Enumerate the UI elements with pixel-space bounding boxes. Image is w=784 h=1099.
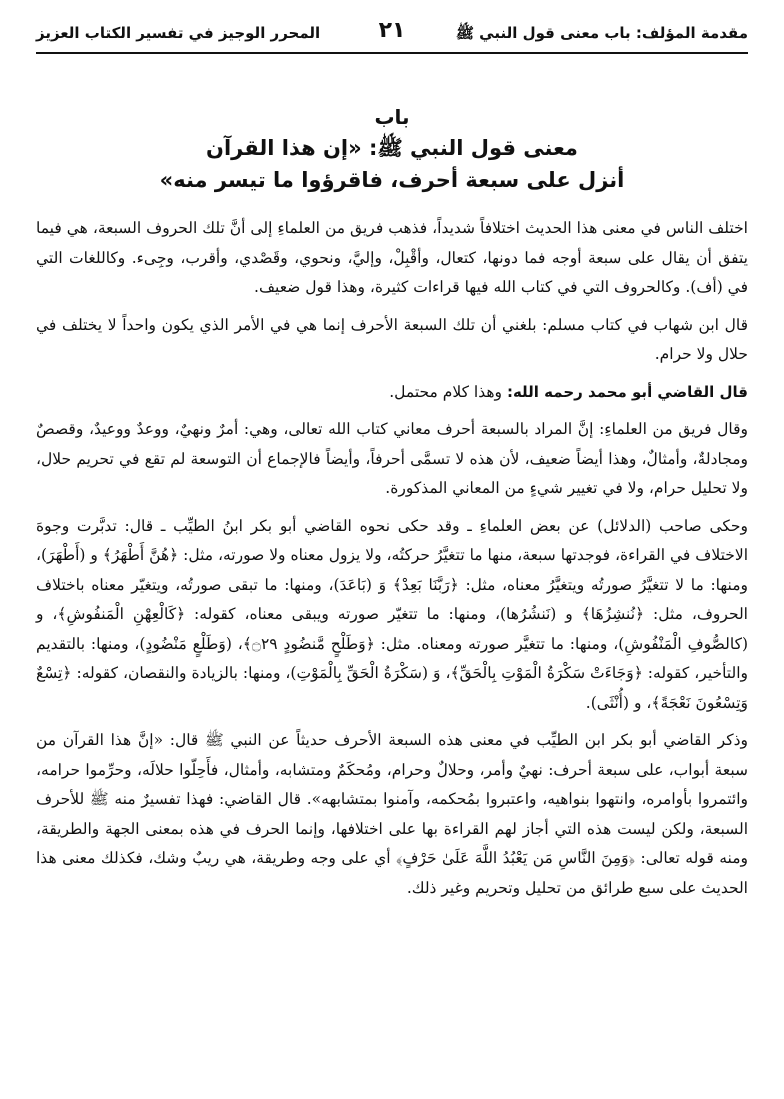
chapter-title-line-1: باب	[374, 105, 410, 129]
body-text	[36, 214, 748, 903]
qadi-comment: وهذا كلام محتمل.	[389, 382, 503, 401]
chapter-title	[36, 102, 748, 196]
running-head-chapter: مقدمة المؤلف: باب معنى قول النبي ﷺ	[455, 24, 748, 42]
page-number: ٢١	[378, 18, 406, 43]
paragraph-3: وقال فريق من العلماءِ: إنَّ المراد بالسبعة أحرف معاني كتاب الله تعالى، وهي: أمرٌ ونهيٌ، ووعدٌ ووعيدٌ، وقصصٌ ومجادلةٌ، وأمثالٌ، وهذا أيضاً ضعيف، لأن هذه لا تسمَّى أحرفاً، وأيضاً فالإجماع أن التوسعة لم تقع في تحريم حلال، ولا تحليل حرام، ولا في تغيير شيءٍ من المعاني المذكورة.	[36, 420, 748, 497]
paragraph-2: قال ابن شهاب في كتاب مسلم: بلغني أن تلك السبعة الأحرف إنما هي في الأمر الذي يكون واحداً لا يختلف في حلال ولا حرام.	[36, 315, 748, 363]
chapter-title-line-3: أنزل على سبعة أحرف، فاقرؤوا ما تيسر منه»	[159, 168, 625, 192]
running-head	[36, 18, 748, 54]
paragraph-1: اختلف الناس في معنى هذا الحديث اختلافاً شديداً، فذهب فريق من العلماءِ إلى أنَّ تلك الحروف السبعة، هي فيما يتفق أن يقال على سبعة أوجه فما دونها، كتعال، وأقْبِلْ، وإليَّ، ونحوي، وقَصْدي، وأقرب، وجِىء. وكاللغات التي في (أف). وكالحروف التي في كتاب الله فيها قراءات كثيرة، وهذا قول ضعيف.	[36, 219, 748, 296]
chapter-title-line-2: معنى قول النبي ﷺ: «إن هذا القرآن	[206, 136, 578, 160]
qadi-attribution: قال القاضي أبو محمد رحمه الله:	[506, 382, 748, 401]
book-page	[36, 18, 748, 909]
paragraph-5: وذكر القاضي أبو بكر ابن الطيِّب في معنى هذه السبعة الأحرف حديثاً عن النبي ﷺ قال: «إنَّ هذا القرآن من سبعة أبواب، على سبعة أحرف: نهيٌ وأمر، وحلالٌ وحرام، ومُحكَمٌ ومتشابه، وأمثال، فأَحِلّوا حلالَه، وحرِّموا حرامه، وائتمروا بأوامره، وانتهوا بنواهيه، واعتبروا بمُحكمه، وآمنوا بمتشابهه». قال القاضي: فهذا تفسيرٌ منه ﷺ للأحرف السبعة، ولكن ليست هذه التي أجاز لهم القراءة بها على اختلافها، وإنما الحرف في هذه بمعنى الجهة والطريقة، ومنه قوله تعالى: ﴿وَمِنَ النَّاسِ مَن يَعْبُدُ اللَّهَ عَلَىٰ حَرْفٍ﴾ أي على وجه وطريقة، هي ريبٌ وشك، فكذلك معنى هذا الحديث على سبع طرائق من تحليل وتحريم وغير ذلك.	[36, 731, 748, 897]
paragraph-qadi	[36, 378, 748, 408]
running-head-book-title: المحرر الوجيز في تفسير الكتاب العزيز	[36, 24, 321, 42]
paragraph-4: وحكى صاحب (الدلائل) عن بعض العلماءِ ـ وقد حكى نحوه القاضي أبو بكر ابنُ الطيِّب ـ قال: تدبَّرت وجوهَ الاختلاف في القراءة، فوجدتها سبعة، منها ما تتغيَّرُ حركتُه، ولا يزول معناه ولا صورته، مثل: ﴿هُنَّ أَطْهَرُ﴾ و (أَطْهَرَ)، ومنها: ما لا تتغيَّرُ صورتُه ويتغيَّرُ معناه، مثل: ﴿رَبَّنَا بَعِدْ﴾ وَ (بَاعَدَ)، ومنها: ما تبقى صورتُه، ويتغيّر معناه باختلاف الحروف، مثل: ﴿نُنشِزُهَا﴾ و (نَنشُرُها)، ومنها: ما تتغيّر صورته ويبقى معناه، كقوله: ﴿كَالْعِهْنِ الْمَنفُوشِ﴾، و (كالصُّوفِ الْمَنْفُوشِ)، ومنها: ما تتغيَّر صورته ومعناه. مثل: ﴿وَطَلْحٍ مَّنضُودٍ ۝٢٩﴾، (وَطَلْعٍ مَنْضُودٍ)، ومنها: بالتقديم والتأخير، كقوله: ﴿وَجَاءَتْ سَكْرَةُ الْمَوْتِ بِالْحَقِّ﴾، وَ (سَكْرَةُ الْحَقِّ بِالْمَوْتِ)، ومنها: بالزيادة والنقصان، كقوله: ﴿تِسْعٌ وَتِسْعُونَ نَعْجَةً﴾، و (أُنْثَى).	[36, 516, 748, 712]
